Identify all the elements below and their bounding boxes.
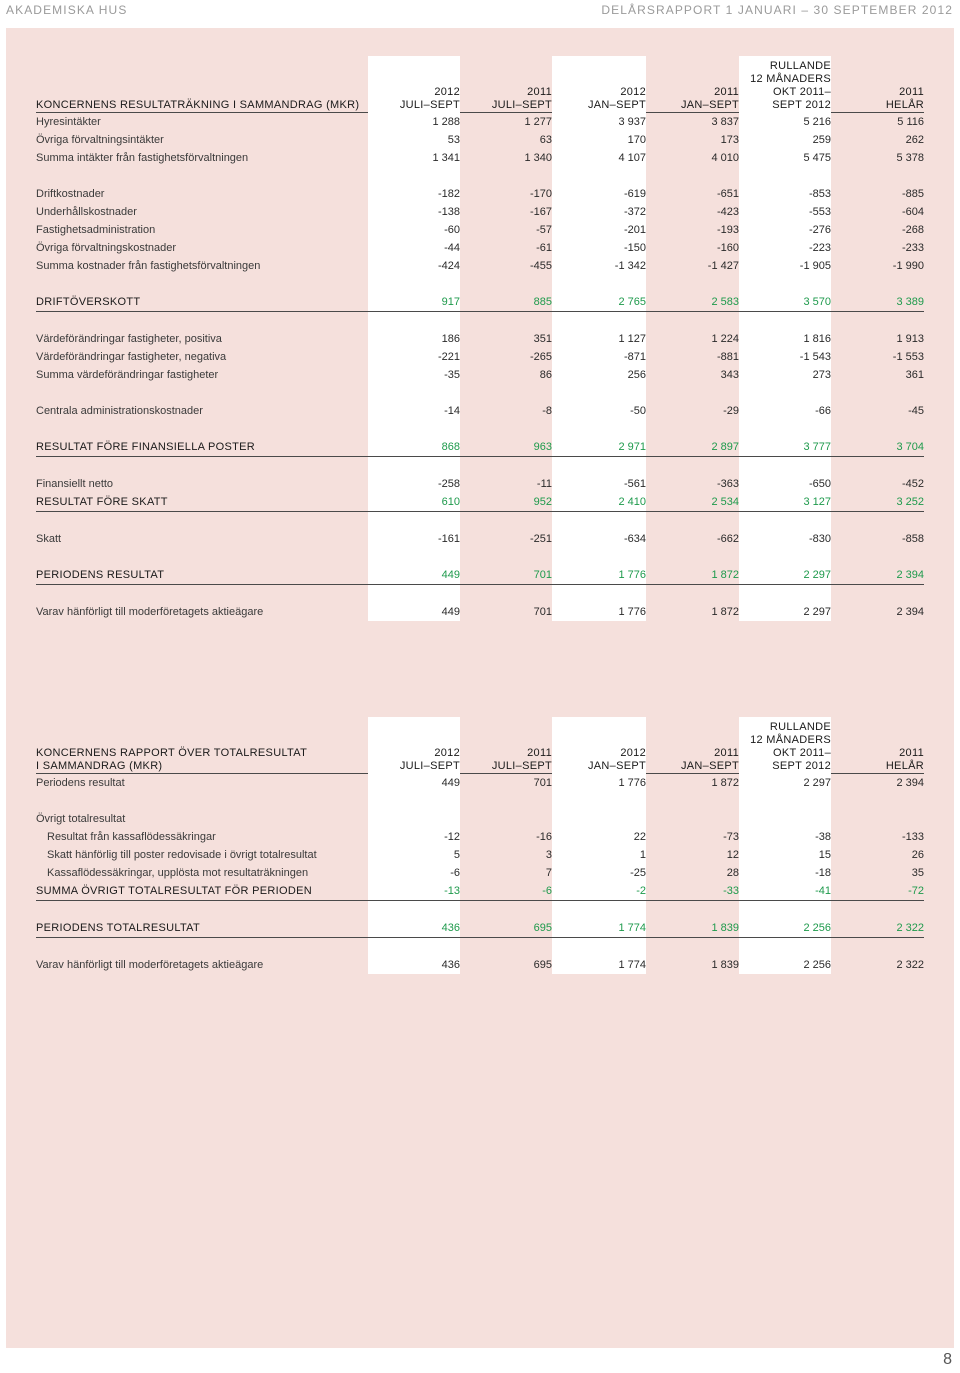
value-cell: -363: [716, 478, 739, 490]
value-cell: -29: [723, 405, 739, 417]
page-number: 8: [943, 1351, 952, 1368]
table-row: [36, 149, 924, 167]
value-cell: -650: [739, 475, 831, 493]
value-cell: 449: [368, 603, 460, 621]
value-cell: 701: [533, 606, 552, 618]
table-row: [36, 603, 924, 621]
value-cell: 170: [552, 131, 646, 149]
row-label: Skatt hänförlig till poster redovisade i övrigt totalresultat: [47, 849, 317, 861]
table-row: [36, 366, 924, 384]
comprehensive-income-header: [36, 717, 924, 774]
row-label: DRIFTÖVERSKOTT: [36, 296, 141, 308]
value-cell: 5 116: [897, 116, 924, 128]
table-row: [36, 530, 924, 548]
row-label: Övriga förvaltningskostnader: [36, 242, 177, 254]
income-statement-header: [36, 56, 924, 113]
value-cell: 1 872: [711, 777, 739, 789]
value-cell: -66: [739, 402, 831, 420]
col-header: 2012 JULI–SEPT: [368, 56, 460, 114]
value-cell: -1 543: [739, 348, 831, 366]
value-cell: 86: [539, 369, 552, 381]
value-cell: 1 872: [711, 606, 739, 618]
value-cell: 1 776: [552, 566, 646, 584]
row-label: SUMMA ÖVRIGT TOTALRESULTAT FÖR PERIODEN: [36, 885, 312, 897]
value-cell: 2 322: [896, 959, 924, 971]
value-cell: -6: [542, 885, 552, 897]
spacer-row: [36, 792, 924, 810]
value-cell: -830: [739, 530, 831, 548]
value-cell: -6: [368, 864, 460, 882]
value-cell: -604: [901, 206, 924, 218]
value-cell: 695: [533, 922, 552, 934]
value-cell: 695: [533, 959, 552, 971]
table-row: [36, 221, 924, 239]
total-row: [36, 438, 924, 457]
value-cell: 2 322: [896, 922, 924, 934]
value-cell: -268: [901, 224, 924, 236]
total-row: [36, 293, 924, 312]
value-cell: 3 704: [896, 441, 924, 453]
row-label: Varav hänförligt till moderföretagets aktieägare: [36, 959, 264, 971]
table-row: [36, 239, 924, 257]
value-cell: -423: [716, 206, 739, 218]
value-cell: -372: [552, 203, 646, 221]
value-cell: 2 256: [739, 919, 831, 937]
table-row: [36, 774, 924, 792]
spacer-row: [36, 938, 924, 956]
row-label: Driftkostnader: [36, 188, 105, 200]
table-row: [36, 330, 924, 348]
row-label: Övrigt totalresultat: [36, 813, 126, 825]
table-row: [36, 348, 924, 366]
table-row: [36, 864, 924, 882]
value-cell: -18: [739, 864, 831, 882]
value-cell: 1 224: [711, 333, 739, 345]
value-cell: -1 990: [892, 260, 924, 272]
value-cell: 449: [368, 774, 460, 792]
value-cell: -161: [368, 530, 460, 548]
value-cell: 701: [533, 569, 552, 581]
table-row: [36, 956, 924, 974]
value-cell: -223: [739, 239, 831, 257]
col-header: 2011 HELÅR: [885, 747, 924, 772]
value-cell: -251: [529, 533, 552, 545]
value-cell: [552, 810, 646, 828]
value-cell: 963: [533, 441, 552, 453]
value-cell: 15: [739, 846, 831, 864]
value-cell: -44: [368, 239, 460, 257]
value-cell: 63: [539, 134, 552, 146]
value-cell: -13: [368, 882, 460, 900]
value-cell: 868: [368, 438, 460, 456]
value-cell: -634: [552, 530, 646, 548]
value-cell: -167: [529, 206, 552, 218]
value-cell: 22: [552, 828, 646, 846]
spacer-row: [36, 384, 924, 402]
comprehensive-income-table: [36, 717, 924, 974]
row-label: Värdeförändringar fastigheter, negativa: [36, 351, 227, 363]
value-cell: 2 394: [896, 777, 924, 789]
value-cell: 256: [552, 366, 646, 384]
value-cell: -1 427: [707, 260, 739, 272]
spacer-row: [36, 457, 924, 475]
value-cell: -25: [552, 864, 646, 882]
spacer-row: [36, 312, 924, 330]
value-cell: 28: [726, 867, 739, 879]
value-cell: -1 553: [892, 351, 924, 363]
value-cell: 3: [545, 849, 552, 861]
value-cell: -871: [552, 348, 646, 366]
table-row: [36, 257, 924, 275]
value-cell: 361: [905, 369, 924, 381]
value-cell: 343: [720, 369, 739, 381]
table-row: [36, 846, 924, 864]
value-cell: -221: [368, 348, 460, 366]
value-cell: 53: [368, 131, 460, 149]
total-row: [36, 566, 924, 585]
row-label: RESULTAT FÖRE SKATT: [36, 496, 168, 508]
spacer-row: [36, 548, 924, 566]
value-cell: 5 378: [896, 152, 924, 164]
col-header: 2012 JAN–SEPT: [552, 56, 646, 114]
value-cell: 1 913: [896, 333, 924, 345]
value-cell: [646, 810, 739, 828]
total-row: [36, 919, 924, 938]
col-header: 2011 JAN–SEPT: [680, 747, 739, 772]
value-cell: 3 570: [739, 293, 831, 311]
value-cell: 436: [368, 919, 460, 937]
value-cell: 1 127: [552, 330, 646, 348]
value-cell: -72: [908, 885, 924, 897]
value-cell: -133: [901, 831, 924, 843]
table-row: [36, 113, 924, 131]
value-cell: -193: [716, 224, 739, 236]
value-cell: 885: [533, 296, 552, 308]
comprehensive-income-title: KONCERNENS RAPPORT ÖVER TOTALRESULTAT I SAMMANDRAG (MKR): [36, 747, 308, 772]
report-org-name: AKADEMISKA HUS: [6, 3, 128, 17]
value-cell: 2 256: [739, 956, 831, 974]
value-cell: 1 776: [552, 603, 646, 621]
value-cell: 2 534: [711, 496, 739, 508]
col-header: 2012 JAN–SEPT: [552, 717, 646, 775]
row-label: PERIODENS RESULTAT: [36, 569, 165, 581]
value-cell: 5 475: [739, 149, 831, 167]
value-cell: 4 010: [711, 152, 739, 164]
table-row: [36, 131, 924, 149]
value-cell: -50: [552, 402, 646, 420]
value-cell: -452: [901, 478, 924, 490]
value-cell: -160: [716, 242, 739, 254]
value-cell: 2 394: [896, 606, 924, 618]
value-cell: 3 389: [896, 296, 924, 308]
value-cell: 4 107: [552, 149, 646, 167]
value-cell: -41: [739, 882, 831, 900]
row-label: Kassaflödessäkringar, upplösta mot resultaträkningen: [47, 867, 309, 879]
value-cell: 3 252: [896, 496, 924, 508]
value-cell: -885: [901, 188, 924, 200]
value-cell: 273: [739, 366, 831, 384]
value-cell: 1 774: [552, 956, 646, 974]
value-cell: -11: [536, 478, 552, 490]
row-label: Centrala administrationskostnader: [36, 405, 203, 417]
value-cell: [831, 810, 924, 828]
row-label: Skatt: [36, 533, 62, 545]
value-cell: -258: [368, 475, 460, 493]
table-row: [36, 475, 924, 493]
value-cell: 5 216: [739, 113, 831, 131]
row-label: Värdeförändringar fastigheter, positiva: [36, 333, 222, 345]
value-cell: 1 340: [524, 152, 552, 164]
total-row: [36, 882, 924, 901]
value-cell: -2: [552, 882, 646, 900]
row-label: PERIODENS TOTALRESULTAT: [36, 922, 200, 934]
value-cell: -12: [368, 828, 460, 846]
value-cell: -182: [368, 185, 460, 203]
value-cell: -858: [901, 533, 924, 545]
value-cell: 436: [368, 956, 460, 974]
value-cell: 186: [368, 330, 460, 348]
value-cell: 2 897: [711, 441, 739, 453]
value-cell: 2 583: [711, 296, 739, 308]
value-cell: -57: [536, 224, 552, 236]
spacer-row: [36, 901, 924, 919]
value-cell: 7: [545, 867, 552, 879]
row-label: Summa kostnader från fastighetsförvaltningen: [36, 260, 261, 272]
table-row: [36, 203, 924, 221]
value-cell: 26: [911, 849, 924, 861]
value-cell: 701: [533, 777, 552, 789]
value-cell: 1 839: [711, 959, 739, 971]
col-header: 2011 JULI–SEPT: [491, 86, 552, 111]
value-cell: -455: [529, 260, 552, 272]
value-cell: 3 937: [552, 113, 646, 131]
value-cell: 1 776: [552, 774, 646, 792]
value-cell: -61: [536, 242, 552, 254]
row-label: RESULTAT FÖRE FINANSIELLA POSTER: [36, 441, 256, 453]
value-cell: 5: [368, 846, 460, 864]
spacer-row: [36, 167, 924, 185]
value-cell: 262: [905, 134, 924, 146]
spacer-row: [36, 585, 924, 603]
value-cell: -16: [536, 831, 552, 843]
value-cell: 2 765: [552, 293, 646, 311]
spacer-row: [36, 512, 924, 530]
value-cell: 1 872: [711, 569, 739, 581]
value-cell: -853: [739, 185, 831, 203]
col-header: 2011 JAN–SEPT: [680, 86, 739, 111]
value-cell: 2 297: [739, 774, 831, 792]
value-cell: -265: [529, 351, 552, 363]
value-cell: 1 816: [739, 330, 831, 348]
row-label: Periodens resultat: [36, 777, 125, 789]
row-label: Underhållskostnader: [36, 206, 137, 218]
value-cell: 2 410: [552, 493, 646, 511]
value-cell: -60: [368, 221, 460, 239]
row-label: Resultat från kassaflödessäkringar: [47, 831, 216, 843]
value-cell: -1 905: [739, 257, 831, 275]
value-cell: 2 971: [552, 438, 646, 456]
value-cell: -138: [368, 203, 460, 221]
value-cell: 1 839: [711, 922, 739, 934]
row-label: Varav hänförligt till moderföretagets aktieägare: [36, 606, 264, 618]
value-cell: -73: [723, 831, 739, 843]
value-cell: 610: [368, 493, 460, 511]
value-cell: -619: [552, 185, 646, 203]
income-statement-title: KONCERNENS RESULTATRÄKNING I SAMMANDRAG (MKR): [36, 99, 360, 111]
value-cell: 2 297: [739, 566, 831, 584]
value-cell: -38: [739, 828, 831, 846]
value-cell: 1: [552, 846, 646, 864]
report-period-title: DELÅRSRAPPORT 1 JANUARI – 30 SEPTEMBER 2012: [601, 3, 953, 17]
col-header: 2011 JULI–SEPT: [491, 747, 552, 772]
col-header: 2011 HELÅR: [885, 86, 924, 111]
value-cell: 2 394: [896, 569, 924, 581]
col-header: RULLANDE 12 MÅNADERS OKT 2011– SEPT 2012: [739, 717, 831, 775]
value-cell: 3 837: [711, 116, 739, 128]
value-cell: -35: [368, 366, 460, 384]
table-row: [36, 402, 924, 420]
value-cell: -662: [716, 533, 739, 545]
value-cell: 12: [726, 849, 739, 861]
value-cell: -45: [908, 405, 924, 417]
row-label: Hyresintäkter: [36, 116, 101, 128]
value-cell: 351: [533, 333, 552, 345]
value-cell: 1 774: [552, 919, 646, 937]
value-cell: 259: [739, 131, 831, 149]
value-cell: -8: [542, 405, 552, 417]
table-row: [36, 185, 924, 203]
value-cell: -33: [723, 885, 739, 897]
value-cell: -561: [552, 475, 646, 493]
row-label: Övriga förvaltningsintäkter: [36, 134, 164, 146]
row-label: Summa intäkter från fastighetsförvaltningen: [36, 152, 249, 164]
value-cell: 1 341: [368, 149, 460, 167]
value-cell: 173: [720, 134, 739, 146]
table-row: [36, 810, 924, 828]
row-label: Finansiellt netto: [36, 478, 114, 490]
total-row: [36, 493, 924, 512]
value-cell: 952: [533, 496, 552, 508]
col-header: 2012 JULI–SEPT: [368, 717, 460, 775]
value-cell: -651: [716, 188, 739, 200]
value-cell: [368, 810, 460, 828]
value-cell: 3 777: [739, 438, 831, 456]
value-cell: [460, 810, 552, 828]
value-cell: -14: [368, 402, 460, 420]
col-header: RULLANDE 12 MÅNADERS OKT 2011– SEPT 2012: [739, 56, 831, 114]
value-cell: -233: [901, 242, 924, 254]
value-cell: 1 277: [524, 116, 552, 128]
value-cell: 2 297: [739, 603, 831, 621]
value-cell: 3 127: [739, 493, 831, 511]
value-cell: -881: [716, 351, 739, 363]
spacer-row: [36, 275, 924, 293]
value-cell: 35: [911, 867, 924, 879]
row-label: Fastighetsadministration: [36, 224, 156, 236]
value-cell: -424: [368, 257, 460, 275]
value-cell: -170: [529, 188, 552, 200]
value-cell: -276: [739, 221, 831, 239]
income-statement-table: [36, 56, 924, 621]
value-cell: -1 342: [552, 257, 646, 275]
value-cell: -201: [552, 221, 646, 239]
value-cell: [739, 810, 831, 828]
value-cell: 1 288: [368, 113, 460, 131]
spacer-row: [36, 420, 924, 438]
value-cell: 917: [368, 293, 460, 311]
value-cell: -553: [739, 203, 831, 221]
value-cell: 449: [368, 566, 460, 584]
row-label: Summa värdeförändringar fastigheter: [36, 369, 219, 381]
value-cell: -150: [552, 239, 646, 257]
table-row: [36, 828, 924, 846]
